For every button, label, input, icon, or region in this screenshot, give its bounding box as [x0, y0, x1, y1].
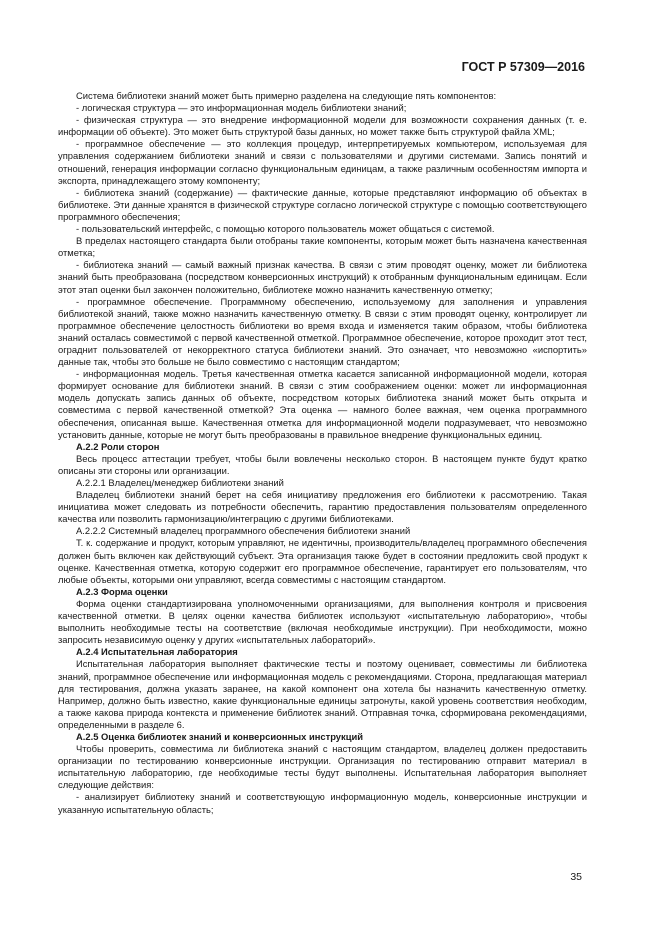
section-heading: А.2.2 Роли сторон	[76, 440, 160, 452]
paragraph: - библиотека знаний (содержание) — фактические данные, которые представляют информацию об объектах в библиотеке. Эти данные хранятся в физической структуре согласно логической структуре с помощью соответствующего программного обеспечения;	[58, 186, 587, 222]
section-heading: А.2.3 Форма оценки	[76, 585, 168, 597]
document-id: ГОСТ Р 57309—2016	[461, 60, 585, 74]
paragraph: Владелец библиотеки знаний берет на себя инициативу предложения его библиотеки к рассмотрению. Такая инициатива может следовать из потребности обеспечить, гарантию предоставления пользователям определенного качества или позволить гармонизацию/интеграцию с другими библиотеками.	[58, 489, 587, 525]
paragraph: А.2.2.1 Владелец/менеджер библиотеки знаний	[76, 477, 284, 488]
paragraph: - программное обеспечение. Программному обеспечению, используемому для заполнения и управления библиотекой знаний, также можно назначить качественную отметку. В связи с этим проводят оценку, контролирует ли программное обеспечение целостность библиотеки во время входа и изменяется таким образом, чтобы библиотека знаний осталась совместимой с первой качественной отметкой. Программное обеспечение, которое проходит этот тест, ограднит пользователей от некорректного статуса библиотеки знаний. Это означает, что невозможно «испортить» данные так, чтобы это больше не было совместимо с настоящим стандартом;	[58, 295, 587, 368]
paragraph: - физическая структура — это внедрение информационной модели для возможности сохранения данных (т. е. информации об объекте). Это может быть структурой базы данных, но может также быть структурой файла XML;	[58, 114, 587, 138]
paragraph: Весь процесс аттестации требует, чтобы были вовлечены несколько сторон. В настоящем пункте будут кратко описаны эти стороны или организации.	[58, 452, 587, 476]
paragraph: - библиотека знаний — самый важный признак качества. В связи с этим проводят оценку, может ли библиотека знаний быть преобразована (посредством конверсионных инструкций) к отобранным функциональным единицам. Если этот этап оценки был закончен положительно, библиотеке можно назначить качественную отметку;	[58, 259, 587, 295]
paragraph: Система библиотеки знаний может быть примерно разделена на следующие пять компонентов:	[76, 90, 497, 101]
paragraph: Чтобы проверить, совместима ли библиотека знаний с настоящим стандартом, владелец должен предоставить организации по тестированию конверсионные инструкции. Организация по тестированию отправит материал в испытательную лабораторию, где необходимые тесты будут выполнены. Испытательная лаборатория выполняет следующие действия:	[58, 743, 587, 791]
paragraph: - пользовательский интерфейс, с помощью которого пользователь может общаться с системой.	[76, 223, 495, 235]
section-heading: А.2.5 Оценка библиотек знаний и конверсионных инструкций	[76, 730, 363, 742]
paragraph: Испытательная лаборатория выполняет фактические тесты и поэтому оценивает, совместимы ли библиотека знаний, программное обеспечение или информационная модель с рекомендациями. Сторона, предлагающая материал для тестирования, должна указать заранее, на какой компонент она хотела бы назначить качественную отметку. Например, должно быть известно, какие функциональные единицы затронуты, какой уровень соответствия необходим, а также какова природа контекста и применение библиотек знаний. Отправная точка, сформирована рекомендациями, определенными в разделе 6.	[58, 658, 587, 730]
body-text	[58, 90, 587, 816]
section-heading: А.2.4 Испытательная лаборатория	[76, 646, 238, 658]
paragraph: - логическая структура — это информационная модель библиотеки знаний;	[76, 102, 407, 114]
paragraph: Форма оценки стандартизирована уполномоченными организациями, для выполнения контроля и присвоения качественной отметки. В целях оценки качества библиотек используют «испытательную лабораторию», чтобы выполнить необходимые тесты на соответствие (включая необходимые инструкции). При необходимости, можно запросить независимую оценку у других «испытательных лабораторий».	[58, 597, 587, 646]
paragraph: - анализирует библиотеку знаний и соответствующую информационную модель, конверсионные инструкции и указанную испытательную область;	[58, 791, 587, 815]
paragraph: В пределах настоящего стандарта были отобраны такие компоненты, которым может быть назначена качественная отметка;	[58, 235, 587, 259]
paragraph: А.2.2.2 Системный владелец программного обеспечения библиотеки знаний	[76, 525, 411, 537]
paragraph: - программное обеспечение — это коллекция процедур, интерпретируемых компьютером, используемая для управления содержанием библиотеки знаний и связи с пользователями и другими системами. Запись понятий и отношений, генерация информации согласно функциональным единицам, а также различным особенностям импорта и экспорта, принадлежащего этому компоненту;	[58, 138, 587, 186]
paragraph: Т. к. содержание и продукт, которым управляют, не идентичны, производитель/владелец программного обеспечения должен быть включен как действующий субъект. Эта организация также будет в состоянии предложить свой продукт к оценке. Качественная отметка, которую содержит его программное обеспечение, гарантирует его пользователям, что любые объекты, которыми они управляют, всегда совместимы с настоящим стандартом.	[58, 537, 587, 585]
paragraph: - информационная модель. Третья качественная отметка касается записанной информационной модели, которая формирует основание для библиотеки знаний. В связи с этим соображением оценки: может ли информационная модель допускать запись данных об объекте, посредством которых библиотека знаний может быть открыта и совместима с первой качественной отметкой? Эта оценка — намного более важная, чем оценка программного обеспечения, описанная выше. Качественная отметка для информационной модели подразумевает, что невозможно установить данные, которые не могут быть преобразованы в правильное внедрение функциональных единиц.	[58, 368, 587, 440]
page-number: 35	[570, 871, 582, 883]
